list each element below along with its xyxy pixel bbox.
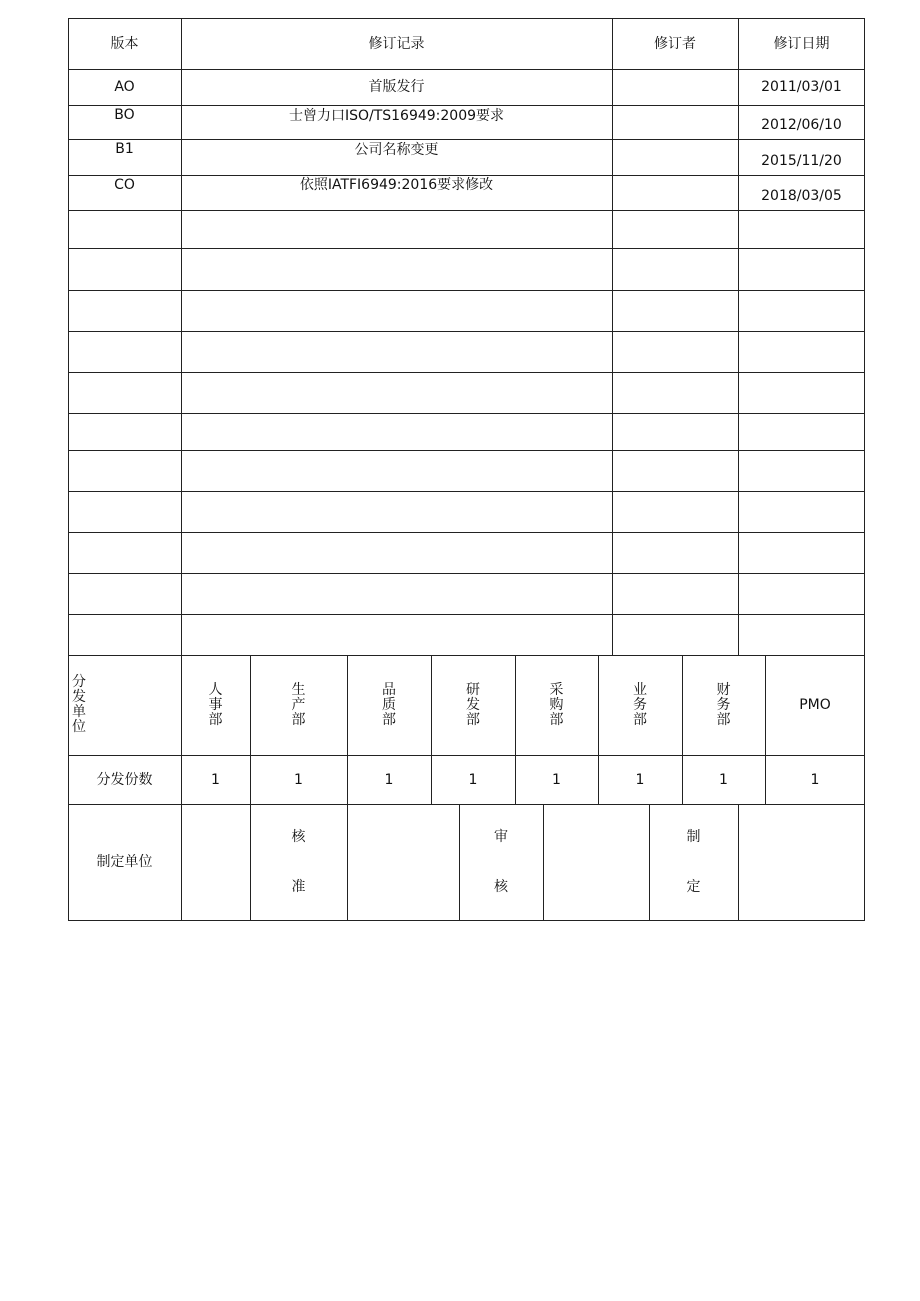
row-line — [68, 331, 865, 332]
row-line — [68, 573, 865, 574]
dept-char: 部 — [549, 711, 564, 728]
dept-finance — [682, 655, 765, 755]
dept-pmo: PMO — [799, 697, 831, 713]
copies-value: 1 — [468, 771, 478, 788]
dept-char: 财 — [716, 681, 731, 698]
dept-char: 业 — [633, 681, 647, 698]
dept-production — [250, 655, 347, 755]
row-record: 士曾力口ISO/TS16949:2009要求 — [288, 108, 505, 124]
copies-label: 分发份数 — [96, 771, 153, 788]
row-date: 2012/06/10 — [761, 116, 842, 133]
dept-char: 质 — [382, 696, 396, 713]
dept-char: 生 — [291, 681, 306, 698]
dept-char: 部 — [633, 711, 647, 728]
row-version: BO — [114, 107, 135, 123]
row-date: 2011/03/01 — [761, 79, 842, 95]
row-line — [68, 614, 865, 615]
header-version: 版本 — [110, 35, 139, 52]
dept-char: 人 — [208, 681, 223, 698]
row-record: 依照IATFI6949:2016要求修改 — [299, 177, 494, 193]
draft-label — [649, 804, 738, 920]
copies-value: 1 — [810, 771, 820, 788]
approval-char: 定 — [686, 879, 701, 895]
copies-value: 1 — [719, 771, 728, 788]
row-version: CO — [114, 177, 135, 193]
approve-label — [250, 804, 347, 920]
approve-signature[interactable] — [347, 804, 459, 920]
row-line — [68, 175, 865, 176]
copies-value: 1 — [211, 771, 220, 788]
copies-value: 1 — [552, 771, 561, 788]
approval-char: 准 — [291, 879, 306, 895]
unit-char: 位 — [72, 719, 86, 735]
dept-char: 购 — [549, 696, 564, 713]
dept-char: 发 — [466, 696, 480, 713]
approval-char: 审 — [494, 829, 508, 845]
row-line — [68, 105, 865, 106]
revision-document-sheet — [68, 18, 865, 921]
dept-char: 部 — [208, 711, 223, 728]
copies-value: 1 — [384, 771, 394, 788]
copies-value: 1 — [294, 771, 303, 788]
row-line — [68, 450, 865, 451]
unit-char: 分 — [72, 674, 86, 690]
dept-sales — [598, 655, 682, 755]
row-version: AO — [114, 79, 135, 95]
dept-char: 部 — [382, 711, 396, 728]
approval-unit-label: 制定单位 — [96, 854, 153, 870]
dept-char: 务 — [716, 696, 731, 713]
row-reviser — [612, 69, 738, 105]
copies-value: 1 — [635, 771, 645, 788]
row-reviser — [612, 175, 738, 210]
row-date: 2015/11/20 — [761, 152, 842, 169]
approval-unit-value — [181, 804, 250, 920]
draft-signature[interactable] — [738, 804, 865, 920]
row-record: 首版发行 — [368, 79, 425, 95]
row-version: B1 — [115, 141, 134, 157]
row-line — [68, 491, 865, 492]
dept-quality — [347, 655, 431, 755]
review-signature[interactable] — [543, 804, 649, 920]
dept-char: 部 — [291, 711, 306, 728]
dept-rd — [431, 655, 515, 755]
dept-char: 采 — [549, 681, 564, 698]
dept-char: 部 — [716, 711, 731, 728]
frame-bottom-line — [68, 920, 865, 921]
review-label — [459, 804, 543, 920]
row-line — [68, 290, 865, 291]
dept-char: 品 — [382, 681, 396, 698]
unit-char: 发 — [72, 689, 86, 705]
dept-char: 部 — [466, 711, 480, 728]
row-reviser — [612, 105, 738, 139]
approval-char: 核 — [494, 879, 508, 895]
dept-char: 产 — [291, 696, 306, 713]
unit-char: 单 — [72, 704, 86, 720]
header-date: 修订日期 — [773, 35, 830, 52]
approval-char: 核 — [291, 829, 306, 845]
row-date: 2018/03/05 — [761, 187, 842, 204]
row-line — [68, 248, 865, 249]
row-record: 公司名称变更 — [354, 142, 439, 158]
dept-hr — [181, 655, 250, 755]
row-line — [68, 210, 865, 211]
distribution-unit-label — [72, 655, 112, 755]
approval-char: 制 — [686, 829, 701, 845]
dept-purchasing — [515, 655, 598, 755]
header-reviser: 修订者 — [654, 35, 696, 52]
row-reviser — [612, 139, 738, 175]
dept-char: 研 — [466, 681, 480, 698]
row-line — [68, 413, 865, 414]
row-line — [68, 139, 865, 140]
row-line — [68, 532, 865, 533]
header-record: 修订记录 — [368, 35, 425, 52]
dept-char: 务 — [633, 696, 647, 713]
row-line — [68, 372, 865, 373]
dept-char: 事 — [208, 696, 223, 713]
